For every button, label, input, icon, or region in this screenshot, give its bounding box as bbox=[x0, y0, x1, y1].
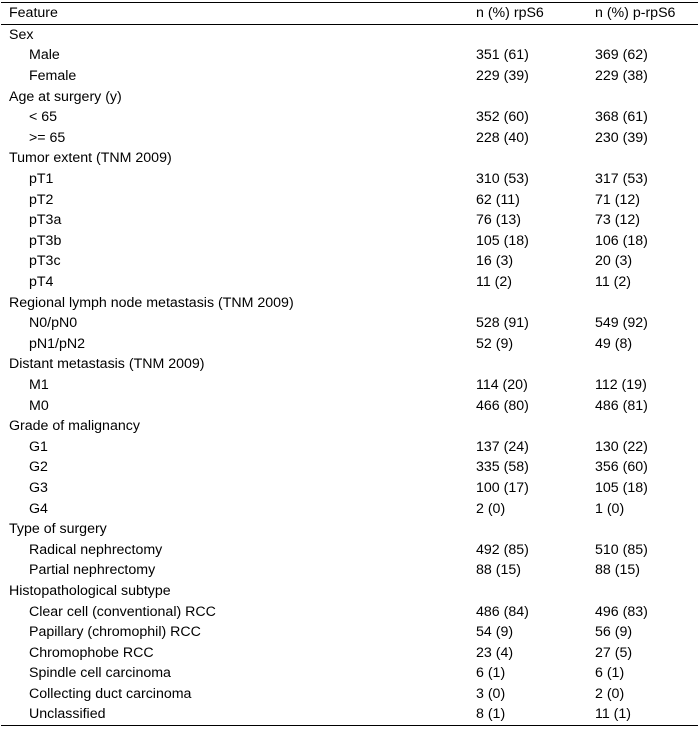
row-label: M1 bbox=[29, 376, 49, 393]
group-row bbox=[1, 292, 698, 313]
header-prps6: n (%) p-rpS6 bbox=[595, 5, 676, 22]
table-row bbox=[1, 395, 698, 416]
row-label: Collecting duct carcinoma bbox=[29, 685, 192, 702]
row-label: Spindle cell carcinoma bbox=[29, 665, 171, 682]
row-label: Unclassified bbox=[29, 706, 106, 723]
row-label: pT3a bbox=[29, 212, 62, 229]
table-row bbox=[1, 107, 698, 128]
group-row bbox=[1, 354, 698, 375]
cell-rps6: 492 (85) bbox=[476, 541, 529, 558]
cell-prps6: 369 (62) bbox=[595, 47, 648, 64]
row-label: pT2 bbox=[29, 191, 54, 208]
table-row bbox=[1, 478, 698, 499]
cell-prps6: 27 (5) bbox=[595, 644, 633, 661]
cell-rps6: 352 (60) bbox=[476, 109, 529, 126]
table-row bbox=[1, 436, 698, 457]
table-row bbox=[1, 189, 698, 210]
group-label: Tumor extent (TNM 2009) bbox=[9, 150, 172, 167]
group-row bbox=[1, 148, 698, 169]
cell-prps6: 356 (60) bbox=[595, 459, 648, 476]
group-row bbox=[1, 519, 698, 540]
group-label: Age at surgery (y) bbox=[9, 88, 122, 105]
cell-rps6: 2 (0) bbox=[476, 500, 506, 517]
cell-rps6: 310 (53) bbox=[476, 171, 529, 188]
cell-rps6: 16 (3) bbox=[476, 253, 514, 270]
table-body bbox=[1, 24, 698, 725]
cell-prps6: 230 (39) bbox=[595, 129, 648, 146]
cell-prps6: 88 (15) bbox=[595, 562, 640, 579]
cell-prps6: 130 (22) bbox=[595, 438, 648, 455]
group-label: Regional lymph node metastasis (TNM 2009) bbox=[9, 294, 294, 311]
row-label: Clear cell (conventional) RCC bbox=[29, 603, 216, 620]
cell-prps6: 1 (0) bbox=[595, 500, 625, 517]
cell-prps6: 11 (2) bbox=[595, 274, 632, 291]
row-label: pT3b bbox=[29, 232, 62, 249]
cell-rps6: 486 (84) bbox=[476, 603, 529, 620]
group-row bbox=[1, 581, 698, 602]
cell-rps6: 11 (2) bbox=[476, 274, 513, 291]
cell-rps6: 3 (0) bbox=[476, 685, 506, 702]
row-label: Radical nephrectomy bbox=[29, 541, 163, 558]
table-row bbox=[1, 622, 698, 643]
cell-rps6: 88 (15) bbox=[476, 562, 521, 579]
table-row bbox=[1, 251, 698, 272]
cell-prps6: 112 (19) bbox=[595, 376, 647, 393]
row-label: pT3c bbox=[29, 253, 61, 270]
cell-rps6: 351 (61) bbox=[476, 47, 529, 64]
row-label: M0 bbox=[29, 397, 49, 414]
cell-rps6: 52 (9) bbox=[476, 335, 514, 352]
row-label: >= 65 bbox=[29, 129, 66, 146]
cell-prps6: 73 (12) bbox=[595, 212, 640, 229]
group-label: Grade of malignancy bbox=[9, 418, 140, 435]
cell-rps6: 228 (40) bbox=[476, 129, 529, 146]
cell-prps6: 56 (9) bbox=[595, 624, 633, 641]
header-rps6: n (%) rpS6 bbox=[476, 5, 544, 22]
table-row bbox=[1, 313, 698, 334]
table-row bbox=[1, 663, 698, 684]
row-label: Female bbox=[29, 68, 77, 85]
cell-prps6: 6 (1) bbox=[595, 665, 625, 682]
group-row bbox=[1, 24, 698, 45]
group-label: Distant metastasis (TNM 2009) bbox=[9, 356, 205, 373]
row-label: pN1/pN2 bbox=[29, 335, 85, 352]
cell-rps6: 229 (39) bbox=[476, 68, 529, 85]
group-row bbox=[1, 86, 698, 107]
group-label: Histopathological subtype bbox=[9, 582, 171, 599]
table-row bbox=[1, 231, 698, 252]
row-label: G4 bbox=[29, 500, 48, 517]
row-label: Papillary (chromophil) RCC bbox=[29, 624, 201, 641]
cell-rps6: 466 (80) bbox=[476, 397, 529, 414]
row-label: G1 bbox=[29, 438, 48, 455]
table-row bbox=[1, 210, 698, 231]
table-row bbox=[1, 642, 698, 663]
table-row bbox=[1, 128, 698, 149]
row-label: Chromophobe RCC bbox=[29, 644, 154, 661]
cell-rps6: 62 (11) bbox=[476, 191, 520, 208]
table-row bbox=[1, 704, 698, 725]
table-row bbox=[1, 66, 698, 87]
cell-prps6: 11 (1) bbox=[595, 706, 632, 723]
cell-rps6: 137 (24) bbox=[476, 438, 529, 455]
cell-prps6: 229 (38) bbox=[595, 68, 648, 85]
row-label: G3 bbox=[29, 479, 48, 496]
cell-rps6: 528 (91) bbox=[476, 315, 529, 332]
row-label: Male bbox=[29, 47, 60, 64]
row-label: pT1 bbox=[29, 171, 54, 188]
cell-prps6: 49 (8) bbox=[595, 335, 633, 352]
row-label: G2 bbox=[29, 459, 48, 476]
row-label: Partial nephrectomy bbox=[29, 562, 156, 579]
table-row bbox=[1, 457, 698, 478]
table-row bbox=[1, 498, 698, 519]
cell-prps6: 368 (61) bbox=[595, 109, 648, 126]
cell-rps6: 54 (9) bbox=[476, 624, 514, 641]
cell-prps6: 549 (92) bbox=[595, 315, 648, 332]
cell-rps6: 6 (1) bbox=[476, 665, 506, 682]
table-row bbox=[1, 601, 698, 622]
cell-prps6: 510 (85) bbox=[595, 541, 648, 558]
table-row bbox=[1, 560, 698, 581]
cell-rps6: 105 (18) bbox=[476, 232, 529, 249]
header-row bbox=[1, 3, 698, 25]
table-row bbox=[1, 272, 698, 293]
cell-prps6: 106 (18) bbox=[595, 232, 648, 249]
row-label: N0/pN0 bbox=[29, 315, 78, 332]
cell-rps6: 100 (17) bbox=[476, 479, 529, 496]
cell-prps6: 105 (18) bbox=[595, 479, 648, 496]
feature-table bbox=[1, 2, 698, 726]
cell-rps6: 8 (1) bbox=[476, 706, 506, 723]
cell-rps6: 76 (13) bbox=[476, 212, 521, 229]
row-label: < 65 bbox=[29, 109, 58, 126]
row-label: pT4 bbox=[29, 274, 54, 291]
cell-prps6: 20 (3) bbox=[595, 253, 633, 270]
cell-prps6: 71 (12) bbox=[595, 191, 640, 208]
cell-prps6: 317 (53) bbox=[595, 171, 648, 188]
cell-rps6: 23 (4) bbox=[476, 644, 514, 661]
table-row bbox=[1, 684, 698, 705]
table-row bbox=[1, 375, 698, 396]
group-label: Sex bbox=[9, 26, 34, 43]
cell-rps6: 114 (20) bbox=[476, 376, 528, 393]
table-row bbox=[1, 334, 698, 355]
cell-rps6: 335 (58) bbox=[476, 459, 529, 476]
table-row bbox=[1, 169, 698, 190]
group-row bbox=[1, 416, 698, 437]
cell-prps6: 486 (81) bbox=[595, 397, 648, 414]
table-row bbox=[1, 539, 698, 560]
group-label: Type of surgery bbox=[9, 521, 107, 538]
header-feature: Feature bbox=[9, 5, 58, 22]
cell-prps6: 496 (83) bbox=[595, 603, 648, 620]
cell-prps6: 2 (0) bbox=[595, 685, 625, 702]
table-row bbox=[1, 45, 698, 66]
